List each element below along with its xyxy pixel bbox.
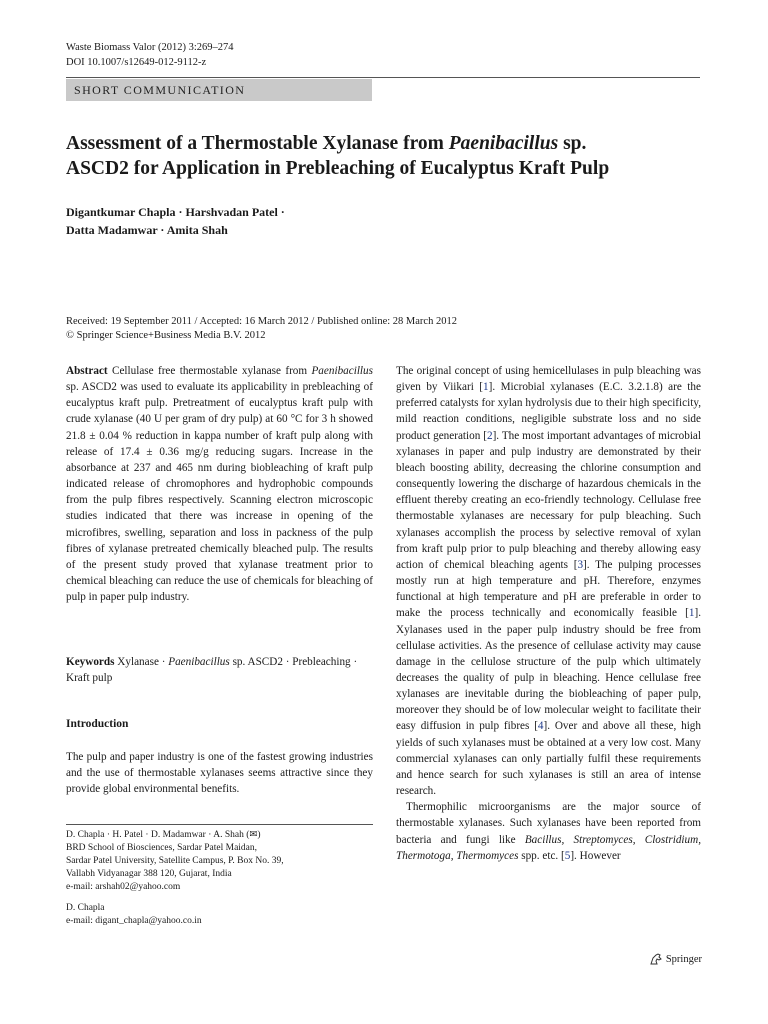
introduction-paragraph: The pulp and paper industry is one of the fastest growing industries and the use of thermostable xylanases seems attractive since they provide global environmental benefits. <box>66 751 373 796</box>
publication-dates <box>66 315 706 343</box>
citation-link[interactable]: 4 <box>537 720 544 733</box>
citation-link[interactable]: 1 <box>688 607 695 620</box>
affiliation-block: D. Chapla · H. Patel · D. Madamwar · A. Shah (✉) BRD School of Biosciences, Sardar Patel Maidan, Sardar Patel University, Satellite Campus, P. Box No. 39, Vallabh Vidyanagar 388 120, Gujarat, India e-mail: arshah02@yahoo.com <box>66 829 373 894</box>
citation-link[interactable]: 5 <box>564 849 571 862</box>
email-link-1[interactable]: e-mail: arshah02@yahoo.com <box>66 882 181 892</box>
authors-line-2: Datta Madamwar · Amita Shah <box>66 223 228 237</box>
springer-horse-icon <box>649 952 663 966</box>
abstract-label: Abstract <box>66 365 108 377</box>
section-banner <box>66 79 372 101</box>
body-right-column <box>396 363 701 864</box>
doi-link[interactable]: DOI 10.1007/s12649-012-9112-z <box>66 57 207 68</box>
email-link-2[interactable]: e-mail: digant_chapla@yahoo.co.in <box>66 916 202 926</box>
publisher-name: Springer <box>665 953 702 965</box>
paragraph-2: Thermophilic microorganisms are the major source of thermostable xylanases. Such xylanases have been reported from bacteria and fungi like Bacillus, Streptomyces, Clostridium, Thermotoga, Thermomyces spp. etc. [5]. However <box>396 801 701 862</box>
title-organism: Paenibacillus <box>448 133 559 154</box>
citation-link[interactable]: 3 <box>577 558 584 571</box>
introduction-heading: Introduction <box>66 718 129 730</box>
affiliation-block-2: D. Chapla e-mail: digant_chapla@yahoo.co.in <box>66 902 373 928</box>
abstract: Abstract Cellulase free thermostable xylanase from Paenibacillus sp. ASCD2 was used to evaluate its applicability in prebleaching of eucalyptus kraft pulp. Pretreatment of eucalyptus kraft pulp with crude xylanase (40 U per gram of dry pulp) at 60 °C for 3 h showed 21.8 ± 0.04 % reduction in kappa number of kraft pulp along with release of 17.4 ± 0.36 mg/g reducing sugars. Increase in the absorbance at 237 and 465 nm during biobleaching of kraft pulp indicated release of chromophores and hydrophobic compounds from the pulp fibres respectively. Scanning electron microscopic studies indicated that there was increase in opening of the microfibres, swelling, separation and loss in packness of the pulp fibres of xylanase pretreated chemically bleached pulp. The results of the present study proved that xylanase treatment prior to chemical bleaching can reduce the use of chemicals for bleaching of pulp in paper pulp industry. <box>66 365 373 604</box>
article-title: Assessment of a Thermostable Xylanase from Paenibacillus sp. ASCD2 for Application in Prebleaching of Eucalyptus Kraft Pulp <box>66 133 610 179</box>
publisher-footer <box>649 952 702 966</box>
header-rule <box>66 77 700 78</box>
citation-link[interactable]: 1 <box>483 381 489 394</box>
journal-header <box>66 40 234 70</box>
paragraph-1: The original concept of using hemicellulases in pulp bleaching was given by Viikari [1]. Microbial xylanases (E.C. 3.2.1.8) are the preferred catalysts for xylan hydrolysis due to their high specificity, mild reaction conditions, negligible substrate loss and no side product generation [2]. The most important advantages of microbial xylanases in paper and pulp industry are demonstrated by their bleach boosting ability, decreasing the chlorine consumption and consequently lowering the discharge of hazardous chemicals in the effluent thereby creating an eco-friendly technology. Cellulase free thermostable xylanases are necessary for pulp bleaching. Such xylanases accomplish the process by selective removal of xylan from kraft pulp prior to pulp bleaching and thereby allowing easy action of chemical bleaching agents [3]. The pulping processes mostly run at high temperature and pH. Therefore, enzymes functional at high temperature and pH are preferable in order to make the process technically and economically feasible [1]. Xylanases used in the paper pulp industry should be free from cellulase activities. As the presence of cellulase activity may cause damage in the cellulose structure of the pulp which ultimately decreases the quality of pulp in bleaching. Hence cellulase free xylanases are inevitable during the biobleaching of paper pulp, moreover they should be of low molecular weight to facilitate their easy diffusion in pulp fibres [4]. Over and above all these, high yields of such xylanases must be obtained at a very low cost. Many commercial xylanases can only partially fulfil these requirements and hence search for such xylanases is still an area of intense research. <box>396 365 702 798</box>
keywords-label: Keywords <box>66 656 115 668</box>
journal-citation: Waste Biomass Valor (2012) 3:269–274 <box>66 42 234 53</box>
affiliation-rule <box>66 824 373 825</box>
section-label: SHORT COMMUNICATION <box>74 83 246 97</box>
copyright-line: © Springer Science+Business Media B.V. 2012 <box>66 330 266 341</box>
citation-link[interactable]: 2 <box>486 429 493 442</box>
received-line: Received: 19 September 2011 / Accepted: 16 March 2012 / Published online: 28 March 2012 <box>66 316 457 327</box>
keywords: Keywords Xylanase · Paenibacillus sp. ASCD2 · Prebleaching · Kraft pulp <box>66 656 358 684</box>
authors-line-1: Digantkumar Chapla · Harshvadan Patel · <box>66 205 285 219</box>
author-list <box>66 203 486 239</box>
